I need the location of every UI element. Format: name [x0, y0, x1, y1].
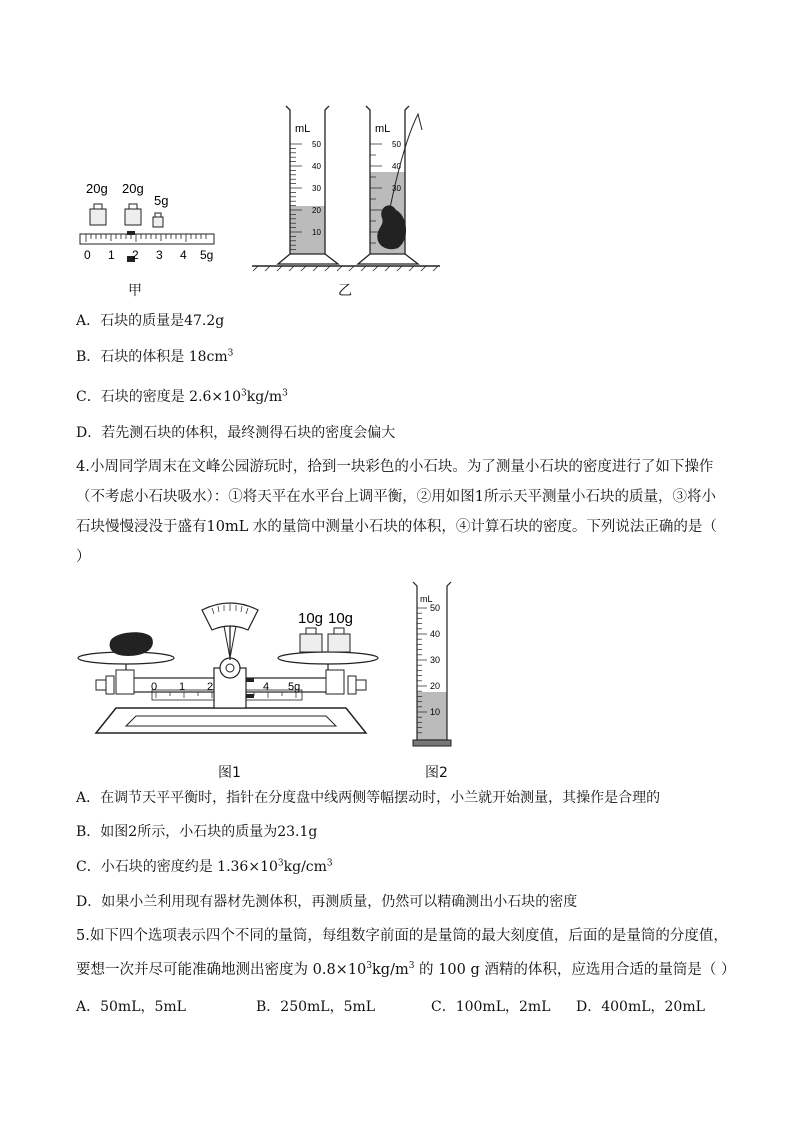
ruler-tick-4: 4	[180, 248, 187, 262]
cyl-left-tick-50: 50	[312, 140, 321, 149]
q5-option-d: D．400mL，20mL	[576, 999, 705, 1015]
q4-option-b: B．如图2所示，小石块的质量为23.1g	[76, 824, 318, 840]
figure-2-cylinder	[405, 578, 465, 750]
weight-5g	[153, 213, 163, 227]
figure-1-caption: 图1	[218, 765, 241, 781]
figure-label-yi: 乙	[338, 283, 352, 299]
fig1-ruler-0: 0	[151, 681, 158, 693]
cyl-left-tick-20: 20	[312, 206, 321, 215]
fig2-tick-40: 40	[430, 629, 441, 639]
cylinder-left-unit: mL	[295, 123, 311, 135]
figure-label-jia: 甲	[128, 283, 142, 299]
fig2-tick-50: 50	[430, 603, 441, 613]
pan-right	[278, 652, 378, 664]
cylinder-right	[358, 106, 422, 264]
q5-stem-line2: 要想一次并尽可能准确地测出密度为 $0.8\times 10^3kg/m^3$ 的 100 g 酒精的体积，应选用合适的量筒是（ ）	[76, 961, 736, 978]
fig1-weight-b	[328, 628, 350, 652]
cyl-left-tick-10: 10	[312, 228, 321, 237]
cyl-right-tick-40: 40	[392, 162, 401, 171]
q4-option-c: C．小石块的密度约是 $1.36\times 10^3kg/cm^3$	[76, 858, 333, 875]
figure-2-caption: 图2	[425, 765, 448, 781]
q3-option-c: C．石块的密度是 $2.6\times 10^3kg/m^3$	[76, 388, 288, 405]
ruler-tick-3: 3	[156, 248, 163, 262]
cylinder-left	[278, 106, 338, 264]
q5-option-b: B．250mL，5mL	[256, 999, 376, 1015]
ruler-tick-1: 1	[108, 248, 115, 262]
fig2-tick-10: 10	[430, 707, 441, 717]
fig1-weight-a	[300, 628, 322, 652]
q4-stem: 4.小周同学周末在文峰公园游玩时，拾到一块彩色的小石块。为了测量小石块的密度进行了如下操作（不考虑小石块吸水）：①将天平在水平台上调平衡，②用如图1所示天平测量小石块的质量，③将小石块慢慢浸没于盛有10mL 水的量筒中测量小石块的体积，④计算石块的密度。下列说法正确的是（ ）	[76, 459, 717, 565]
figure-yi	[250, 100, 450, 272]
q4-option-a: A．在调节天平平衡时，指针在分度盘中线两侧等幅摆动时，小兰就开始测量，其操作是合理的	[76, 790, 661, 806]
weight-label-2: 20g	[122, 181, 144, 196]
fig2-tick-30: 30	[430, 655, 441, 665]
weight-20g-a	[90, 204, 106, 225]
q3-option-a: A．石块的质量是47.2g	[76, 313, 225, 329]
fig1-ruler-1: 1	[179, 681, 186, 693]
q3-option-d: D．若先测石块的体积，最终测得石块的密度会偏大	[76, 425, 396, 441]
fig2-unit: mL	[420, 594, 433, 604]
weight-20g-b	[125, 204, 141, 225]
cyl-left-tick-30: 30	[312, 184, 321, 193]
q5-stem-line1: 5.如下四个选项表示四个不同的量筒，每组数字前面的是量筒的最大刻度值，后面的是量筒的分度值，	[76, 928, 728, 944]
figure-jia	[76, 175, 226, 270]
rider-top	[127, 231, 135, 235]
cyl-left-tick-40: 40	[312, 162, 321, 171]
fig1-weight-label-a: 10g	[298, 610, 324, 627]
ruler-tick-0: 0	[84, 248, 91, 262]
ruler-tick-5: 5g	[200, 248, 214, 262]
weight-label-1: 20g	[86, 181, 108, 196]
fig1-ruler-4: 4	[263, 681, 270, 693]
cyl-right-tick-30: 30	[392, 184, 401, 193]
fig1-ruler-2: 2	[207, 681, 214, 693]
ruler-tick-2: 2	[132, 248, 139, 262]
q4-option-d: D．如果小兰利用现有器材先测体积，再测质量，仍然可以精确测出小石块的密度	[76, 894, 578, 910]
figure-1-balance	[76, 598, 386, 748]
fig1-ruler-5: 5g	[288, 681, 301, 693]
balance-knob-left	[96, 670, 134, 694]
cyl-right-tick-50: 50	[392, 140, 401, 149]
balance-ruler	[80, 231, 214, 262]
q5-option-c: C．100mL，2mL	[431, 999, 551, 1015]
cylinder-right-unit: mL	[375, 123, 391, 135]
q3-option-b: B．石块的体积是 $18cm^3$	[76, 348, 234, 365]
balance-knob-right	[326, 670, 366, 694]
weight-label-3: 5g	[154, 193, 169, 208]
q5-option-a: A．50mL，5mL	[76, 999, 186, 1015]
fig1-weight-label-b: 10g	[328, 610, 354, 627]
fig2-tick-20: 20	[430, 681, 441, 691]
